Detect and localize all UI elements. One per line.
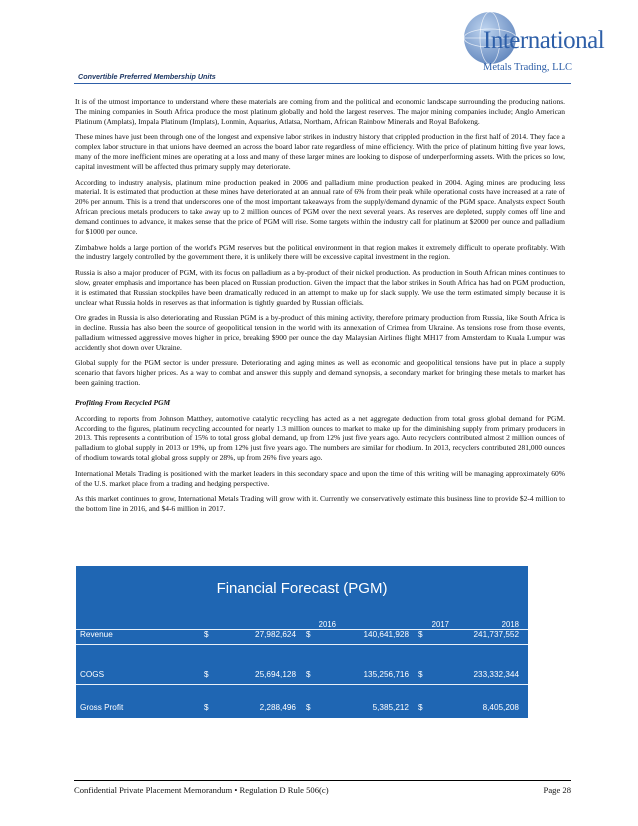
paragraph: According to industry analysis, platinum mine production peaked in 2006 and palladium mine production peaked in 2004. Aging mines are producing less material. It is estimated that production at these mines have deteriorated at an annual rate of 6% from their peak while operational costs have increased at a rate of 20% per annum. This is a trend that underscores one of the most important takeaways from the supply/demand dynamic of the PGM space. Analysts expect South African precious metals producers to take away up to 2 million ounces of PGM over the next several years. As reserves are depleted, supply comes off line and demand continues to advance, it makes sense that the price of PGM will rise. Some targets within the industry call for platinum at $2000 per ounce and palladium for $1000 per ounce.	[75, 177, 565, 237]
paragraph: Ore grades in Russia is also deteriorating and Russian PGM is a by-product of this mining activity, therefore primary production from Russia, like South Africa is in decline. Russia has also been the source of geopolitical tension in the world with its annexation of Crimea from Ukraine. As tensions rose from those events, palladium witnessed aggressive moves higher in price, breaking $900 per ounce the day Malaysian Airlines flight MH17 from Amsterdam to Kuala Lumpur was accidently shot down over Ukraine.	[75, 313, 565, 352]
table-row	[76, 630, 528, 642]
body-text	[75, 97, 565, 520]
logo-wordmark-secondary: Metals Trading, LLC	[483, 62, 572, 73]
financial-forecast-table	[76, 566, 528, 718]
currency-symbol: $	[418, 630, 423, 639]
paragraph: These mines have just been through one of the longest and expensive labor strikes in industry history that crippled production in the first half of 2014. They face a complex labor structure in that unions have deemed an across the board labor rate regardless of mine efficiency. With the price of platinum hitting five year lows, many of the more inefficient mines are operating at a loss and many of these larger mines are looking to dispose of underperforming assets. With the prices so low, capital investment will be affected thus primary supply may deteriorate.	[75, 132, 565, 172]
year-header: 2018	[501, 620, 519, 629]
paragraph: Global supply for the PGM sector is under pressure. Deteriorating and aging mines as well as economic and geopolitical tensions have put in place a supply scenario that favors higher prices. As a way to combat and answer this supply and demand synopsis, a secondary market for bringing these metals to market has been gaining traction.	[75, 358, 565, 388]
cell-value: 233,332,344	[473, 670, 519, 679]
paragraph: International Metals Trading is positioned with the market leaders in this secondary space and upon the time of this writing will be managing approximately 60% of the U.S. market place from a trading and hedging perspective.	[75, 468, 565, 488]
header-divider	[74, 83, 571, 84]
currency-symbol: $	[306, 703, 311, 712]
year-header: 2017	[431, 620, 449, 629]
paragraph: As this market continues to grow, International Metals Trading will grow with it. Currently we conservatively estimate this business line to provide $2-4 million to the bottom line in 2016, and $4-6 million in 2017.	[75, 494, 565, 514]
footer-text: Confidential Private Placement Memorandum • Regulation D Rule 506(c)	[74, 785, 329, 795]
cell-value: 5,385,212	[372, 703, 409, 712]
currency-symbol: $	[204, 703, 209, 712]
company-logo	[440, 4, 605, 80]
currency-symbol: $	[306, 630, 311, 639]
currency-symbol: $	[204, 670, 209, 679]
currency-symbol: $	[306, 670, 311, 679]
table-row	[76, 670, 528, 682]
row-label: Revenue	[80, 630, 113, 639]
cell-value: 27,982,624	[255, 630, 296, 639]
cell-value: 25,694,128	[255, 670, 296, 679]
cell-value: 2,288,496	[259, 703, 296, 712]
year-header: 2016	[318, 620, 336, 629]
logo-wordmark-primary: International	[483, 27, 605, 54]
row-label: Gross Profit	[80, 703, 124, 712]
cell-value: 135,256,716	[363, 670, 409, 679]
paragraph: According to reports from Johnson Matthey, automotive catalytic recycling has acted as a net aggregate deduction from total gross global demand for PGM. According to the figures, platinum recycling accounted for nearly 1.3 million ounces to market to make up for the diminishing supply from primary producers in 2013. This represents a contribution of 15% to total gross global demand, up from 12% just five years ago. Auto recyclers contributed almost 2 million ounces of palladium to global supply in 2013 or 19%, up from 12% just five years ago. The numbers are similar for rhodium. In 2013, recyclers contributed 281,000 ounces of rhodium towards total global gross supply or 28%, up from 26% five years ago.	[75, 413, 565, 463]
table-divider	[76, 684, 528, 685]
currency-symbol: $	[418, 703, 423, 712]
cell-value: 8,405,208	[482, 703, 519, 712]
table-row	[76, 703, 528, 715]
currency-symbol: $	[204, 630, 209, 639]
row-label: COGS	[80, 670, 105, 679]
paragraph: It is of the utmost importance to understand where these materials are coming from and the political and economic landscape surrounding the producing nations. The mining companies in South Africa produce the most platinum globally and hold the largest reserves. The major mining companies include; Anglo American Platinum (Amplats), Impala Platinum (Implats), Lonmin, Aquarius, Atlatsa, Northam, African Rainbow Minerals and Royal Bafokeng.	[75, 97, 565, 126]
page-number: Page 28	[543, 785, 571, 795]
currency-symbol: $	[418, 670, 423, 679]
document-header-title: Convertible Preferred Membership Units	[78, 72, 216, 81]
forecast-title: Financial Forecast (PGM)	[216, 580, 388, 597]
cell-value: 140,641,928	[363, 630, 409, 639]
cell-value: 241,737,552	[473, 630, 519, 639]
paragraph: Russia is also a major producer of PGM, with its focus on palladium as a by-product of their nickel production. As production in South African mines continues to slow, greater emphasis and importance has been placed on Russian production. Given the impact that the labor strikes in South Africa has had on PGM production, it is estimated that Russian stockpiles have been dramatically reduced in an attempt to make up for slack supply. We use the term estimated simply because it is unclear what Russia holds in reserves as that information is tightly guarded by Russian officials.	[75, 267, 565, 307]
paragraph: Zimbabwe holds a large portion of the world's PGM reserves but the political environment in that region makes it extremely difficult to operate profitably. With the industry largely controlled by the government there, it is unlikely there will be excessive capital investment in the region.	[75, 242, 565, 262]
section-subheading: Profiting From Recycled PGM	[75, 398, 171, 408]
table-divider	[76, 644, 528, 645]
footer-divider	[74, 780, 571, 781]
